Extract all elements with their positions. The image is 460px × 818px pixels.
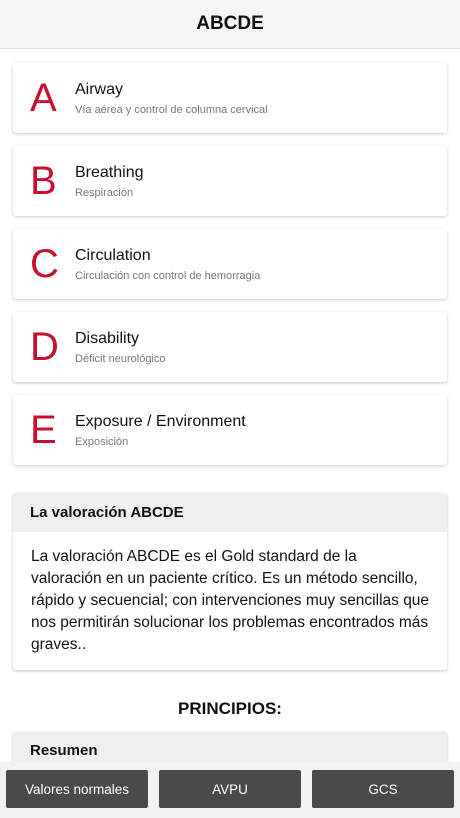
valores-normales-button[interactable]: Valores normales bbox=[6, 770, 148, 808]
item-name: Exposure / Environment bbox=[75, 412, 246, 430]
item-subtitle: Déficit neurológico bbox=[75, 352, 166, 365]
page-title: ABCDE bbox=[196, 13, 264, 34]
item-letter: C bbox=[30, 242, 59, 286]
item-texts bbox=[75, 413, 246, 448]
item-name: Disability bbox=[75, 329, 140, 347]
item-subtitle: Exposición bbox=[75, 435, 129, 448]
item-name: Circulation bbox=[75, 246, 151, 264]
item-texts bbox=[75, 330, 166, 365]
item-subtitle: Respiración bbox=[75, 186, 134, 199]
item-subtitle: Circulación con control de hemorragia bbox=[75, 269, 261, 282]
intro-heading: La valoración ABCDE bbox=[13, 493, 447, 532]
top-bar bbox=[0, 0, 460, 49]
item-letter: E bbox=[30, 408, 57, 452]
item-texts bbox=[75, 81, 268, 116]
resumen-heading[interactable]: Resumen bbox=[13, 732, 447, 772]
item-texts bbox=[75, 164, 144, 199]
item-circulation[interactable] bbox=[13, 229, 447, 299]
item-letter: A bbox=[30, 76, 57, 120]
item-texts bbox=[75, 247, 260, 282]
item-airway[interactable] bbox=[13, 63, 447, 133]
item-exposure[interactable] bbox=[13, 395, 447, 465]
bottom-nav bbox=[0, 762, 460, 818]
intro-panel bbox=[13, 493, 447, 670]
gcs-button[interactable]: GCS bbox=[312, 770, 454, 808]
item-breathing[interactable] bbox=[13, 146, 447, 216]
intro-body: La valoración ABCDE es el Gold standard de la valoración en un paciente crítico. Es un método sencillo, rápido y secuencial; con intervenciones muy sencillas que nos permitirán solucionar los problemas encontrados más graves.. bbox=[31, 548, 430, 653]
item-name: Breathing bbox=[75, 163, 144, 181]
principios-title: PRINCIPIOS: bbox=[178, 699, 282, 718]
item-subtitle: Vía aérea y control de columna cervical bbox=[75, 103, 268, 116]
item-name: Airway bbox=[75, 80, 124, 98]
item-letter: B bbox=[30, 159, 57, 203]
item-disability[interactable] bbox=[13, 312, 447, 382]
avpu-button[interactable]: AVPU bbox=[159, 770, 301, 808]
item-letter: D bbox=[30, 325, 59, 369]
